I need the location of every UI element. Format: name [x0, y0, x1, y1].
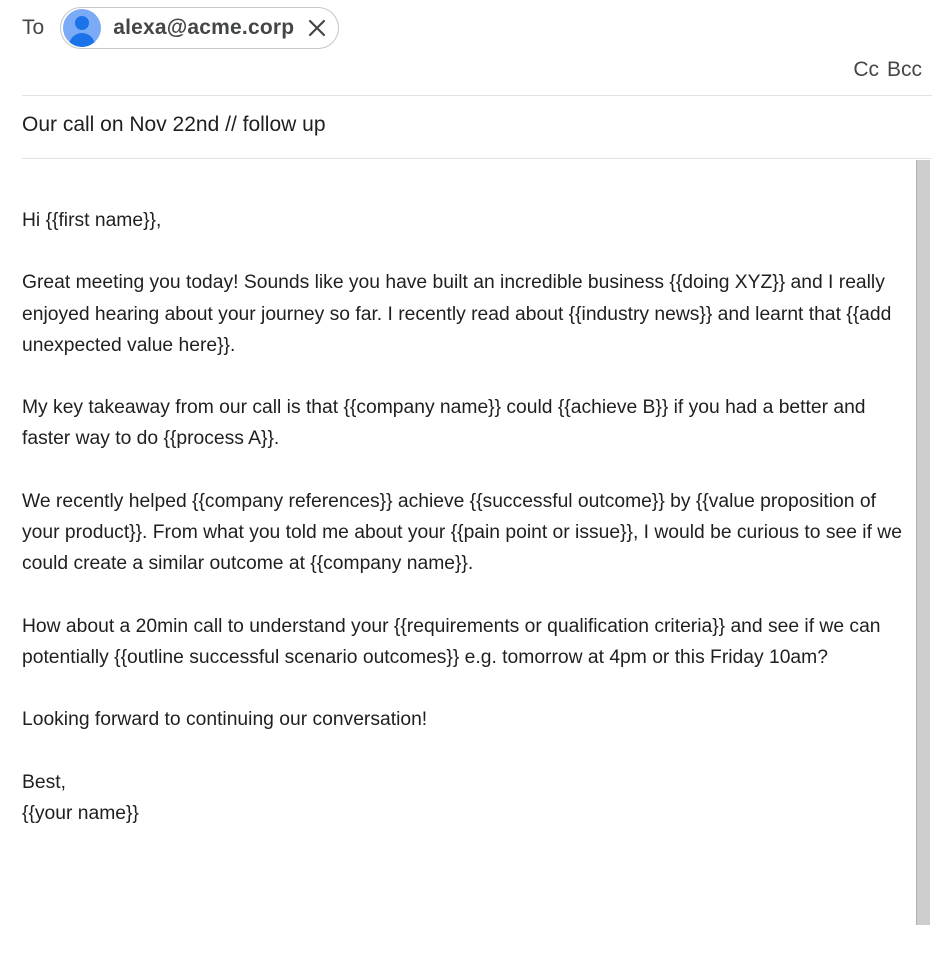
- signature: {{your name}}: [22, 802, 139, 824]
- message-body[interactable]: [22, 205, 908, 829]
- body-paragraph: We recently helped {{company references}} achieve {{successful outcome}} by {{value proposition of your product}}. From what you told me about your {{pain point or issue}}, I would be curious to see if we could create a similar outcome at {{company name}}.: [22, 490, 902, 575]
- greeting: Hi {{first name}},: [22, 210, 162, 231]
- scrollbar[interactable]: [916, 160, 930, 925]
- cc-bcc-links: [853, 58, 922, 82]
- subject-field[interactable]: Our call on Nov 22nd // follow up: [22, 113, 326, 136]
- bcc-button[interactable]: Bcc: [886, 58, 922, 81]
- recipient-email: alexa@acme.corp: [113, 16, 295, 39]
- body-paragraph: How about a 20min call to understand your {{requirements or qualification criteria}} and see if we can potentially {{outline successful scenario outcomes}} e.g. tomorrow at 4pm or this Friday 10am?: [22, 615, 881, 668]
- to-row: [22, 6, 339, 50]
- body-paragraph: My key takeaway from our call is that {{company name}} could {{achieve B}} if you had a better and faster way to do {{process A}}.: [22, 397, 866, 450]
- body-paragraph: Looking forward to continuing our conversation!: [22, 709, 428, 731]
- recipient-chip[interactable]: [60, 7, 339, 49]
- body-paragraph: Great meeting you today! Sounds like you have built an incredible business {{doing XYZ}} and I really enjoyed hearing about your journey so far. I recently read about {{industry news}} and learnt that {{add unexpected value here}}.: [22, 272, 892, 356]
- divider: [22, 95, 932, 96]
- divider: [22, 158, 932, 159]
- person-avatar-icon: [63, 9, 101, 47]
- close-icon[interactable]: [306, 17, 328, 39]
- signoff: Best,: [22, 771, 66, 793]
- to-label: To: [22, 16, 45, 39]
- cc-button[interactable]: Cc: [853, 58, 879, 81]
